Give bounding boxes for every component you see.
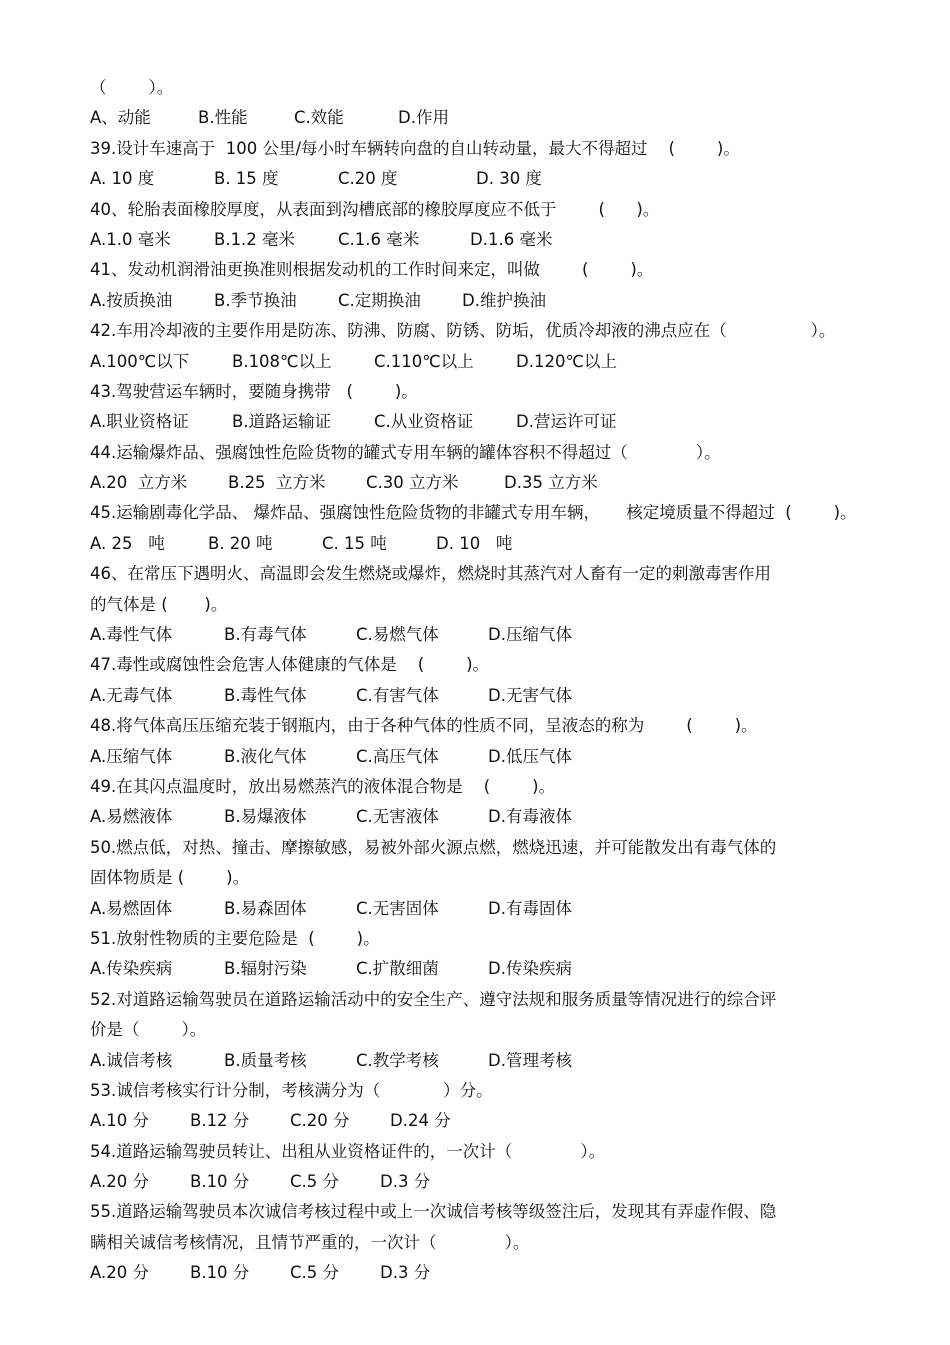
answer-option: B.性能 bbox=[198, 108, 248, 128]
answer-option: B.1.2 毫米 bbox=[214, 229, 296, 249]
question-text-line: 的气体是 ( )。 bbox=[90, 594, 228, 614]
answer-option: C.教学考核 bbox=[356, 1050, 439, 1070]
answer-option: D.1.6 毫米 bbox=[470, 229, 553, 249]
question-text-line: 49.在其闪点温度时，放出易燃蒸汽的液体混合物是 ( )。 bbox=[90, 776, 556, 796]
answer-options-row bbox=[90, 1258, 910, 1288]
question-text-line: 50.燃点低，对热、撞击、摩擦敏感，易被外部火源点燃，燃烧迅速，并可能散发出有毒气体的 bbox=[90, 837, 777, 857]
question-text-line: 40、轮胎表面橡胶厚度，从表面到沟槽底部的橡胶厚度应不低于 ( )。 bbox=[90, 199, 660, 219]
question-text-line: 45.运输剧毒化学品、 爆炸品、强腐蚀性危险货物的非罐式专用车辆， 核定境质量不得超过 ( )。 bbox=[90, 503, 857, 523]
answer-option: B.液化气体 bbox=[224, 746, 307, 766]
answer-option: B. 20 吨 bbox=[208, 533, 273, 553]
answer-option: C.20 度 bbox=[338, 169, 398, 189]
answer-options-row bbox=[90, 286, 910, 316]
answer-option: C. 15 吨 bbox=[322, 533, 387, 553]
question-text-line: 瞒相关诚信考核情况，且情节严重的，一次计（ ）。 bbox=[90, 1232, 530, 1252]
question-text-line: 51.放射性物质的主要危险是 ( )。 bbox=[90, 928, 380, 948]
answer-options-row bbox=[90, 468, 910, 498]
question-text-line: 44.运输爆炸品、强腐蚀性危险货物的罐式专用车辆的罐体容积不得超过（ ）。 bbox=[90, 442, 721, 462]
answer-option: A.毒性气体 bbox=[90, 625, 173, 645]
answer-option: D.低压气体 bbox=[488, 746, 572, 766]
answer-option: A、动能 bbox=[90, 108, 151, 128]
answer-option: D. 30 度 bbox=[476, 169, 542, 189]
answer-option: A.传染疾病 bbox=[90, 959, 173, 979]
answer-option: A.易燃固体 bbox=[90, 898, 173, 918]
answer-option: B.易森固体 bbox=[224, 898, 307, 918]
answer-option: C.从业资格证 bbox=[374, 412, 474, 432]
answer-option: A.20 分 bbox=[90, 1263, 149, 1283]
answer-option: A.易燃液体 bbox=[90, 807, 173, 827]
answer-option: D.管理考核 bbox=[488, 1050, 572, 1070]
exam-page bbox=[90, 73, 910, 1289]
answer-option: C.定期换油 bbox=[338, 290, 421, 310]
answer-options-row bbox=[90, 1046, 910, 1076]
question-text-line: 55.道路运输驾驶员本次诚信考核过程中或上一次诚信考核等级签注后，发现其有弄虚作假、隐 bbox=[90, 1202, 777, 1222]
answer-options-row bbox=[90, 681, 910, 711]
answer-options-row bbox=[90, 802, 910, 832]
answer-option: D.无害气体 bbox=[488, 685, 572, 705]
question-text-line: 47.毒性或腐蚀性会危害人体健康的气体是 ( )。 bbox=[90, 655, 490, 675]
answer-option: B.25 立方米 bbox=[228, 473, 326, 493]
answer-option: A.10 分 bbox=[90, 1111, 149, 1131]
question-text-line: 41、发动机润滑油更换准则根据发动机的工作时间来定，叫做 ( )。 bbox=[90, 260, 654, 280]
answer-option: C.无害液体 bbox=[356, 807, 439, 827]
answer-option: D.24 分 bbox=[390, 1111, 451, 1131]
answer-options-row bbox=[90, 103, 910, 133]
answer-options-row bbox=[90, 164, 910, 194]
answer-option: D.作用 bbox=[398, 108, 449, 128]
answer-option: B.毒性气体 bbox=[224, 685, 307, 705]
answer-option: D.120℃以上 bbox=[516, 351, 617, 371]
question-text-line: 53.诚信考核实行计分制，考核满分为（ ）分。 bbox=[90, 1080, 493, 1100]
answer-option: C.扩散细菌 bbox=[356, 959, 439, 979]
answer-option: C.高压气体 bbox=[356, 746, 439, 766]
question-text-line: 52.对道路运输驾驶员在道路运输活动中的安全生产、遵守法规和服务质量等情况进行的综合评 bbox=[90, 989, 777, 1009]
question-text-line: 固体物质是 ( )。 bbox=[90, 868, 250, 888]
question-text-line: 39.设计车速高于 100 公里/每小时车辆转向盘的自山转动量，最大不得超过 ( )。 bbox=[90, 138, 740, 158]
answer-options-row bbox=[90, 225, 910, 255]
answer-option: B.道路运输证 bbox=[232, 412, 332, 432]
answer-options-row bbox=[90, 1106, 910, 1136]
answer-option: A.压缩气体 bbox=[90, 746, 173, 766]
answer-option: B.12 分 bbox=[190, 1111, 250, 1131]
answer-option: B.10 分 bbox=[190, 1172, 250, 1192]
answer-option: D.维护换油 bbox=[462, 290, 546, 310]
answer-option: B.108℃以上 bbox=[232, 351, 332, 371]
answer-option: D.营运许可证 bbox=[516, 412, 617, 432]
answer-option: C.效能 bbox=[294, 108, 344, 128]
answer-option: A.职业资格证 bbox=[90, 412, 189, 432]
answer-option: D.3 分 bbox=[380, 1172, 431, 1192]
answer-option: C.5 分 bbox=[290, 1172, 340, 1192]
answer-option: C.30 立方米 bbox=[366, 473, 459, 493]
answer-option: C.无害固体 bbox=[356, 898, 439, 918]
answer-option: D.有毒液体 bbox=[488, 807, 572, 827]
answer-option: C.20 分 bbox=[290, 1111, 350, 1131]
answer-option: B.季节换油 bbox=[214, 290, 297, 310]
question-text-line: 43.驾驶营运车辆时，要随身携带 ( )。 bbox=[90, 381, 418, 401]
question-text-line: 46、在常压下遇明火、高温即会发生燃烧或爆炸，燃烧时其蒸汽对人畜有一定的刺激毒害作用 bbox=[90, 564, 771, 584]
question-text-line: （ ）。 bbox=[90, 78, 174, 97]
answer-option: A. 25 吨 bbox=[90, 533, 165, 553]
answer-options-row bbox=[90, 529, 910, 559]
answer-option: A. 10 度 bbox=[90, 169, 155, 189]
answer-option: C.有害气体 bbox=[356, 685, 439, 705]
answer-options-row bbox=[90, 347, 910, 377]
answer-options-row bbox=[90, 894, 910, 924]
answer-option: B.辐射污染 bbox=[224, 959, 307, 979]
answer-option: D.压缩气体 bbox=[488, 625, 572, 645]
answer-option: D.有毒固体 bbox=[488, 898, 572, 918]
answer-option: B. 15 度 bbox=[214, 169, 279, 189]
answer-options-row bbox=[90, 954, 910, 984]
answer-options-row bbox=[90, 620, 910, 650]
answer-options-row bbox=[90, 742, 910, 772]
answer-option: B.10 分 bbox=[190, 1263, 250, 1283]
answer-option: A.100℃以下 bbox=[90, 351, 190, 371]
answer-option: A.按质换油 bbox=[90, 290, 173, 310]
answer-option: C.易燃气体 bbox=[356, 625, 439, 645]
answer-option: A.20 立方米 bbox=[90, 473, 188, 493]
question-text-line: 42.车用冷却液的主要作用是防冻、防沸、防腐、防锈、防垢，优质冷却液的沸点应在（ ）。 bbox=[90, 321, 836, 341]
answer-option: A.诚信考核 bbox=[90, 1050, 173, 1070]
question-text-line: 54.道路运输驾驶员转让、出租从业资格证件的，一次计（ ）。 bbox=[90, 1141, 606, 1161]
answer-options-row bbox=[90, 1167, 910, 1197]
answer-option: C.110℃以上 bbox=[374, 351, 474, 371]
question-text-line: 48.将气体高压压缩充装于钢瓶内，由于各种气体的性质不同，呈液态的称为 ( )。 bbox=[90, 716, 758, 736]
answer-option: D.传染疾病 bbox=[488, 959, 572, 979]
answer-option: A.1.0 毫米 bbox=[90, 229, 171, 249]
answer-option: A.20 分 bbox=[90, 1172, 149, 1192]
answer-option: C.1.6 毫米 bbox=[338, 229, 420, 249]
answer-option: B.有毒气体 bbox=[224, 625, 307, 645]
answer-option: B.易爆液体 bbox=[224, 807, 307, 827]
answer-option: C.5 分 bbox=[290, 1263, 340, 1283]
question-text-line: 价是（ ）。 bbox=[90, 1020, 207, 1040]
answer-options-row bbox=[90, 407, 910, 437]
answer-option: D. 10 吨 bbox=[436, 533, 513, 553]
answer-option: D.3 分 bbox=[380, 1263, 431, 1283]
answer-option: D.35 立方米 bbox=[504, 473, 598, 493]
answer-option: B.质量考核 bbox=[224, 1050, 307, 1070]
answer-option: A.无毒气体 bbox=[90, 685, 173, 705]
